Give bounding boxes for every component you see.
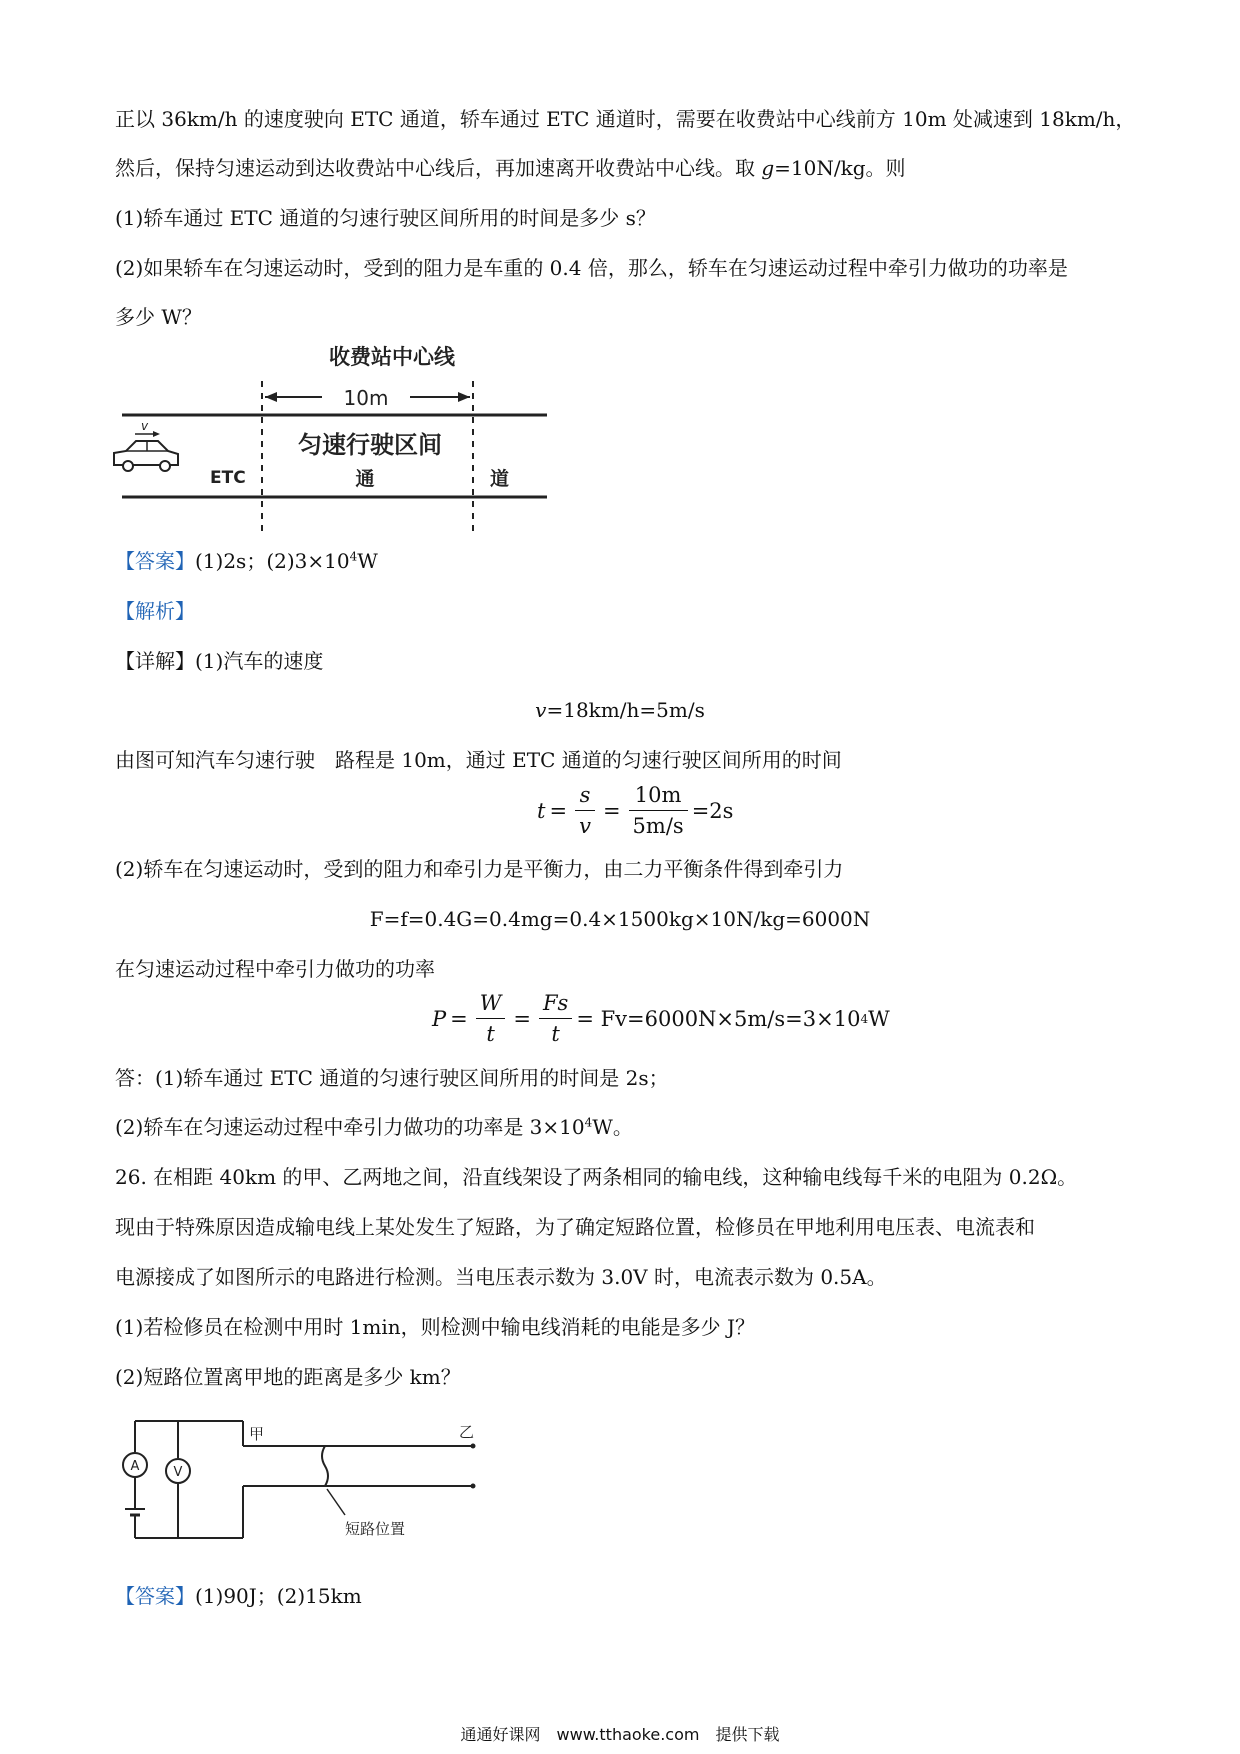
q25-detail-1: 【详解】(1)汽车的速度 <box>115 649 324 673</box>
short-circuit-wire <box>322 1446 328 1486</box>
q25-detail-4: 在匀速运动过程中牵引力做功的功率 <box>115 957 435 981</box>
q25-sub-question-1: (1)轿车通过 ETC 通道的匀速行驶区间所用的时间是多少 s？ <box>115 206 656 230</box>
fraction-distance-over-speed: $\frac{10m}{5m/s}$ <box>629 782 688 839</box>
voltmeter-label: V <box>173 1465 183 1480</box>
q25-conclusion-1: 答：(1)轿车通过 ETC 通道的匀速行驶区间所用的时间是 2s； <box>115 1066 669 1090</box>
fraction-w-over-t: $\frac{W}{t}$ <box>476 990 506 1047</box>
etc-label: ETC <box>210 468 246 488</box>
road-label-dao: 道 <box>490 468 510 490</box>
q26-answer: 【答案】(1)90J；(2)15km <box>115 1584 362 1608</box>
zone-label: 匀速行驶区间 <box>298 431 442 459</box>
page-footer: 通通好课网 www.tthaoke.com 提供下载 <box>460 1725 780 1744</box>
q25-conclusion-2: (2)轿车在匀速运动过程中牵引力做功的功率是 $3\times 10^4W$。 <box>115 1115 633 1139</box>
equation-force: F=f=0.4G=0.4mg=0.4×1500kg×10N/kg=6000N <box>369 907 871 931</box>
q25-detail-3: (2)轿车在匀速运动时，受到的阻力和牵引力是平衡力，由二力平衡条件得到牵引力 <box>115 857 844 881</box>
velocity-label: v <box>141 419 149 433</box>
q25-analysis-tag: 【解析】 <box>115 599 195 623</box>
q26-text-line1: 26. 在相距 40km 的甲、乙两地之间，沿直线架设了两条相同的输电线，这种输电线每千米的电阻为 0.2Ω。 <box>115 1165 1078 1189</box>
ammeter-label: A <box>130 1459 140 1474</box>
short-pointer <box>327 1489 345 1515</box>
q26-sub-question-2: (2)短路位置离甲地的距离是多少 km？ <box>115 1365 461 1389</box>
equation-power: P = $\frac{W}{t}$ = $\frac{Fs}{t}$ = Fv=6000N×5m/s=3×10 4 W <box>432 991 890 1046</box>
figure-title: 收费站中心线 <box>329 345 455 369</box>
q26-text-line3: 电源接成了如图所示的电路进行检测。当电压表示数为 3.0V 时，电流表示数为 0.5A。 <box>115 1265 887 1289</box>
detail-tag: 【详解】 <box>115 649 195 673</box>
answer-tag: 【答案】 <box>115 549 195 573</box>
q26-sub-question-1: (1)若检修员在检测中用时 1min，则检测中输电线消耗的电能是多少 J？ <box>115 1315 756 1339</box>
q25-sub-question-2-cont: 多少 W？ <box>115 305 202 329</box>
road-label-tong: 通 <box>355 468 375 490</box>
fraction-fs-over-t: $\frac{Fs}{t}$ <box>539 990 572 1047</box>
q25-sub-question-2: (2)如果轿车在匀速运动时，受到的阻力是车重的 0.4 倍，那么，轿车在匀速运动过程中牵引力做功的功率是 <box>115 256 1068 280</box>
q25-text-line1: 正以 36km/h 的速度驶向 ETC 通道，轿车通过 ETC 通道时，需要在收费站中心线前方 10m 处减速到 18km/h， <box>115 107 1136 131</box>
label-jia: 甲 <box>249 1425 265 1443</box>
q25-answer: 【答案】(1)2s；$(2)3\times 10^4W$ <box>115 549 378 573</box>
circuit-figure <box>115 1415 495 1545</box>
equation-time: t = $\frac{s}{v}$ = $\frac{10m}{5m/s}$ =2s <box>537 783 734 838</box>
etc-lane-figure <box>110 335 560 535</box>
q26-text-line2: 现由于特殊原因造成输电线上某处发生了短路，为了确定短路位置，检修员在甲地利用电压表、电流表和 <box>115 1215 1035 1239</box>
q25-detail-2: 由图可知汽车匀速行驶 路程是 10m，通过 ETC 通道的匀速行驶区间所用的时间 <box>115 748 842 772</box>
equation-velocity: v=18km/h=5m/s <box>535 698 705 722</box>
short-location-label: 短路位置 <box>345 1520 406 1538</box>
distance-label: 10m <box>343 386 389 410</box>
q25-text-line2: 然后，保持匀速运动到达收费站中心线后，再加速离开收费站中心线。取 g=10N/kg。则 <box>115 156 906 180</box>
fraction-s-over-v: $\frac{s}{v}$ <box>575 782 595 839</box>
label-yi: 乙 <box>459 1423 475 1441</box>
car-icon <box>114 419 178 471</box>
answer-tag: 【答案】 <box>115 1584 195 1608</box>
